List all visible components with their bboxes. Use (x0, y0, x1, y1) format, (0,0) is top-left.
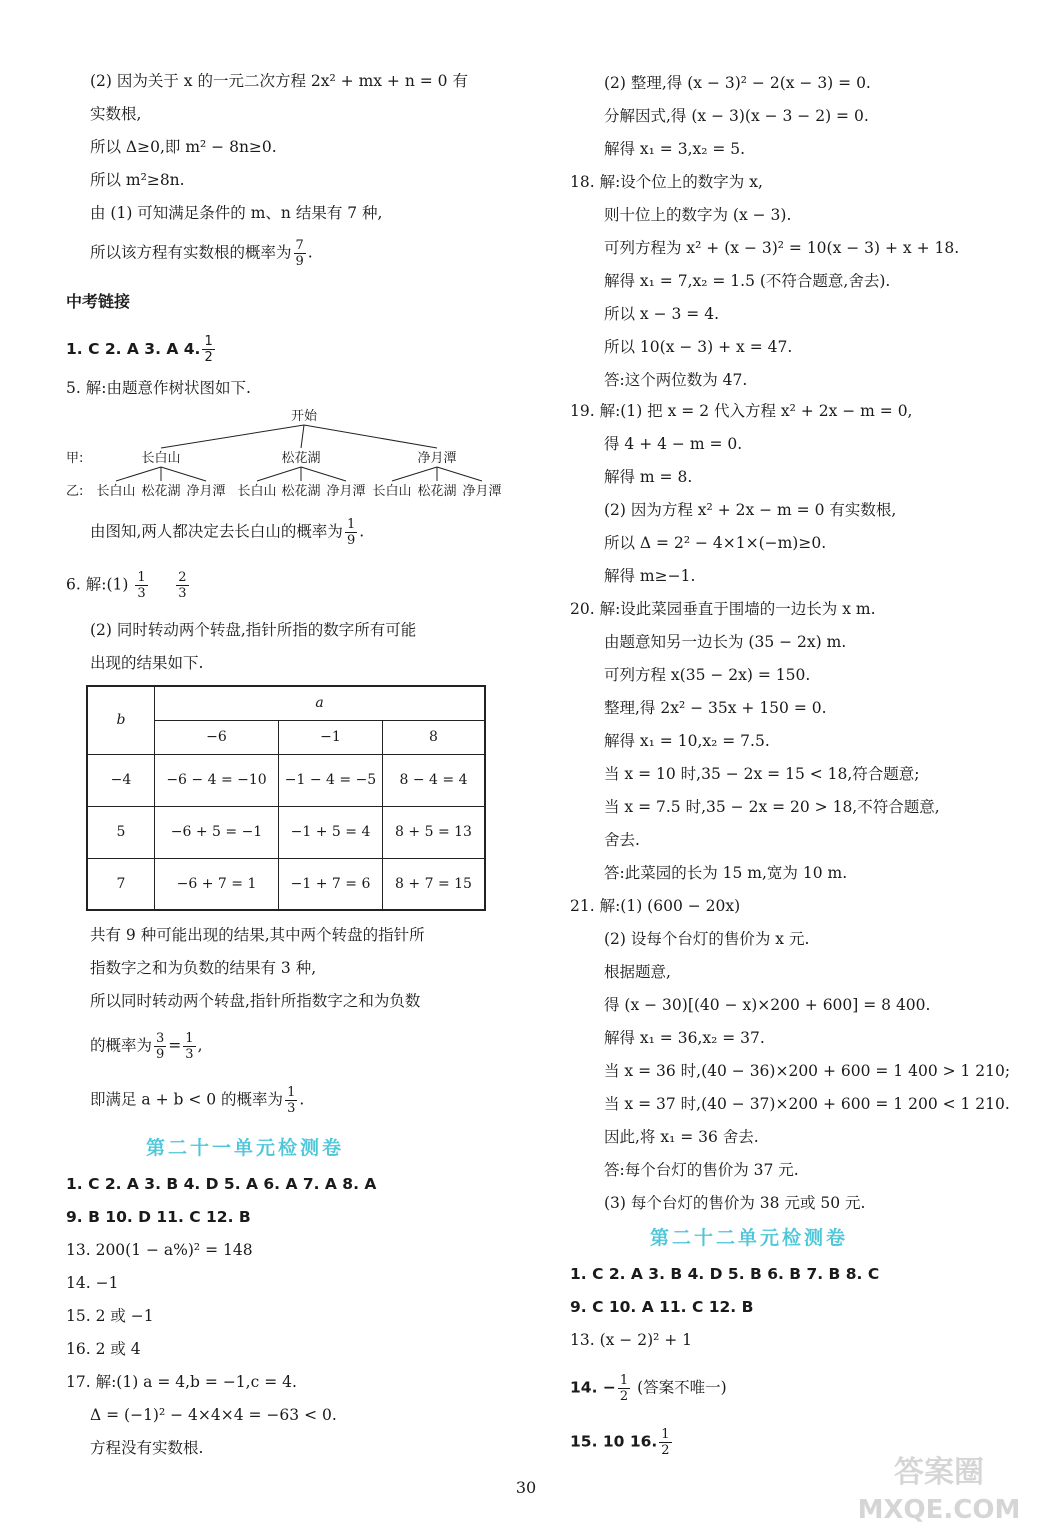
table-header-a: a (155, 686, 486, 720)
text-line: 由 (1) 可知满足条件的 m、n 结果有 7 种, (90, 204, 383, 222)
watermark-text: 答案圈 MXQE.COM (857, 1455, 1021, 1525)
fraction: $\frac{7}{9}$ (295, 238, 304, 269)
text-line: (2) 同时转动两个转盘,指针所指的数字所有可能 (90, 621, 417, 639)
table-header-b: b (87, 686, 155, 754)
fraction: $\frac{1}{2}$ (204, 334, 213, 365)
text-line: 实数根, (90, 105, 142, 123)
text-line: 所以同时转动两个转盘,指针所指数字之和为负数 (90, 992, 421, 1010)
tree-node: 净月潭 (417, 451, 457, 466)
answer-line: 1. C 2. A 3. B 4. D 5. A 6. A 7. A 8. A (66, 1175, 377, 1193)
text-line: (2) 设每个台灯的售价为 x 元. (604, 930, 810, 948)
table-cell: 8 − 4 = 4 (383, 754, 486, 806)
tree-level-label: 乙: (66, 484, 84, 499)
fraction: $\frac{1}{3}$ (185, 1031, 194, 1062)
answer-line: 13. (x − 2)² + 1 (570, 1331, 693, 1349)
text-line: 19. 解:(1) 把 x = 2 代入方程 x² + 2x − m = 0, (570, 402, 913, 420)
text-line: 答:此菜园的长为 15 m,宽为 10 m. (604, 864, 848, 882)
answer-line: 9. B 10. D 11. C 12. B (66, 1208, 251, 1226)
tree-leaf: 净月潭 (186, 484, 226, 499)
text-line: 可列方程为 x² + (x − 3)² = 10(x − 3) + x + 18. (604, 239, 960, 257)
text-line: 舍去. (604, 831, 640, 849)
text-line: 由题意知另一边长为 (35 − 2x) m. (604, 633, 847, 651)
text-line: (2) 整理,得 (x − 3)² − 2(x − 3) = 0. (604, 74, 871, 92)
table-row (87, 754, 485, 806)
fraction: $\frac{1}{3}$ (137, 570, 146, 601)
text-line: 18. 解:设个位上的数字为 x, (570, 173, 763, 191)
tree-leaf: 松花湖 (281, 484, 321, 499)
text-line: 21. 解:(1) (600 − 20x) (570, 897, 741, 915)
text-line: 则十位上的数字为 (x − 3). (604, 206, 792, 224)
text-line: Δ = (−1)² − 4×4×4 = −63 < 0. (90, 1406, 337, 1424)
tree-root: 开始 (290, 409, 318, 424)
text-line: 即满足 a + b < 0 的概率为 $\frac{1}{3}$ . (90, 1085, 305, 1116)
text-line: 共有 9 种可能出现的结果,其中两个转盘的指针所 (90, 926, 425, 944)
table-col-header: −6 (155, 720, 279, 754)
tree-leaf: 长白山 (372, 484, 412, 499)
table-col-header: −1 (279, 720, 383, 754)
text-line: 出现的结果如下. (90, 654, 204, 672)
text-line: 解得 x₁ = 36,x₂ = 37. (604, 1029, 765, 1047)
text-line: (2) 因为方程 x² + 2x − m = 0 有实数根, (604, 501, 897, 519)
fraction: $\frac{3}{9}$ (156, 1031, 165, 1062)
fraction: $\frac{1}{9}$ (346, 517, 356, 548)
fraction: $\frac{2}{3}$ (178, 570, 187, 601)
table-row (87, 858, 485, 910)
watermark-logo (844, 1446, 1034, 1526)
tree-leaf: 净月潭 (326, 484, 366, 499)
text-line: 指数字之和为负数的结果有 3 种, (90, 959, 317, 977)
table-cell: −1 − 4 = −5 (279, 754, 383, 806)
text-line: 所以 x − 3 = 4. (604, 305, 720, 323)
table-cell: −6 + 7 = 1 (155, 858, 279, 910)
fraction: $\frac{1}{2}$ (619, 1373, 629, 1404)
table-row-header: 5 (87, 806, 155, 858)
answer-line: 14. − $\frac{1}{2}$ (答案不唯一) (570, 1373, 727, 1404)
text-line: 因此,将 x₁ = 36 舍去. (604, 1128, 759, 1146)
table-cell: 8 + 7 = 15 (383, 858, 486, 910)
text-line: (2) 因为关于 x 的一元二次方程 2x² + mx + n = 0 有 (90, 72, 468, 90)
tree-leaf: 松花湖 (417, 484, 457, 499)
answer-line: 16. 2 或 4 (66, 1340, 141, 1358)
text-line: 解得 x₁ = 3,x₂ = 5. (604, 140, 746, 158)
text-line: 的概率为 $\frac{3}{9}$ = $\frac{1}{3}$ , (90, 1031, 203, 1062)
text-line: 答:这个两位数为 47. (604, 371, 748, 389)
text-line: 当 x = 36 时,(40 − 36)×200 + 600 = 1 400 > 1 210; (604, 1062, 1011, 1080)
results-table (86, 685, 486, 911)
answer-line: 14. −1 (66, 1274, 119, 1292)
text-line: 当 x = 10 时,35 − 2x = 15 < 18,符合题意; (604, 765, 920, 783)
table-cell: −6 + 5 = −1 (155, 806, 279, 858)
tree-leaf: 净月潭 (462, 484, 502, 499)
text-line: 所以 Δ≥0,即 m² − 8n≥0. (90, 138, 277, 156)
tree-leaf: 松花湖 (141, 484, 181, 499)
text-line: 所以 Δ = 2² − 4×1×(−m)≥0. (604, 534, 827, 552)
text-line: 解得 m≥−1. (604, 567, 696, 585)
text-line: 答:每个台灯的售价为 37 元. (604, 1161, 799, 1179)
answer-line: 15. 10 16. $\frac{1}{2}$ (570, 1427, 670, 1458)
text-line: 所以该方程有实数根的概率为 $\frac{7}{9}$ . (90, 238, 313, 269)
answer-line: 9. C 10. A 11. C 12. B (570, 1298, 754, 1316)
text-line: 解得 x₁ = 7,x₂ = 1.5 (不符合题意,舍去). (604, 272, 891, 290)
text-line: 6. 解:(1) $\frac{1}{3}$ $\frac{2}{3}$ (66, 570, 187, 601)
text-line: 分解因式,得 (x − 3)(x − 3 − 2) = 0. (604, 107, 869, 125)
tree-leaf: 长白山 (237, 484, 277, 499)
section-title: 第二十二单元检测卷 (650, 1227, 849, 1249)
text-line: 由图知,两人都决定去长白山的概率为 $\frac{1}{9}$ . (90, 517, 365, 548)
answer-line: 1. C 2. A 3. A 4. $\frac{1}{2}$ (66, 334, 213, 365)
table-row-header: −4 (87, 754, 155, 806)
fraction: $\frac{1}{3}$ (287, 1085, 296, 1116)
fraction: $\frac{1}{2}$ (661, 1427, 670, 1458)
section-title: 第二十一单元检测卷 (146, 1137, 345, 1159)
tree-node: 长白山 (141, 451, 181, 466)
text-line: 所以 m²≥8n. (90, 171, 185, 189)
page-number: 30 (515, 1478, 537, 1497)
text-line: 解得 x₁ = 10,x₂ = 7.5. (604, 732, 770, 750)
table-row-header: 7 (87, 858, 155, 910)
answer-line: 17. 解:(1) a = 4,b = −1,c = 4. (66, 1373, 297, 1391)
tree-level-label: 甲: (66, 451, 84, 466)
table-cell: 8 + 5 = 13 (383, 806, 486, 858)
text-line: 5. 解:由题意作树状图如下. (66, 379, 251, 397)
table-col-header: 8 (383, 720, 486, 754)
table-cell: −6 − 4 = −10 (155, 754, 279, 806)
text-line: 所以 10(x − 3) + x = 47. (604, 338, 793, 356)
answer-line: 1. C 2. A 3. B 4. D 5. B 6. B 7. B 8. C (570, 1265, 880, 1283)
text-line: 当 x = 37 时,(40 − 37)×200 + 600 = 1 200 < 1 210. (604, 1095, 1010, 1113)
tree-node: 松花湖 (281, 451, 321, 466)
text-line: 方程没有实数根. (90, 1439, 204, 1457)
text-line: 可列方程 x(35 − 2x) = 150. (604, 666, 811, 684)
text-line: 得 4 + 4 − m = 0. (604, 435, 743, 453)
answer-line: 13. 200(1 − a%)² = 148 (66, 1241, 253, 1259)
text-line: 根据题意, (604, 963, 671, 981)
tree-leaf: 长白山 (96, 484, 136, 499)
text-line: 当 x = 7.5 时,35 − 2x = 20 > 18,不符合题意, (604, 798, 940, 816)
text-line: 得 (x − 30)[(40 − x)×200 + 600] = 8 400. (604, 996, 931, 1014)
text-line: 20. 解:设此菜园垂直于围墙的一边长为 x m. (570, 600, 876, 618)
table-cell: −1 + 7 = 6 (279, 858, 383, 910)
text-line: 整理,得 2x² − 35x + 150 = 0. (604, 699, 827, 717)
text-line: 解得 m = 8. (604, 468, 693, 486)
table-row (87, 806, 485, 858)
answer-line: 15. 2 或 −1 (66, 1307, 154, 1325)
section-subheading: 中考链接 (66, 292, 131, 311)
tree-diagram (64, 404, 514, 504)
text-line: (3) 每个台灯的售价为 38 元或 50 元. (604, 1194, 866, 1212)
table-cell: −1 + 5 = 4 (279, 806, 383, 858)
